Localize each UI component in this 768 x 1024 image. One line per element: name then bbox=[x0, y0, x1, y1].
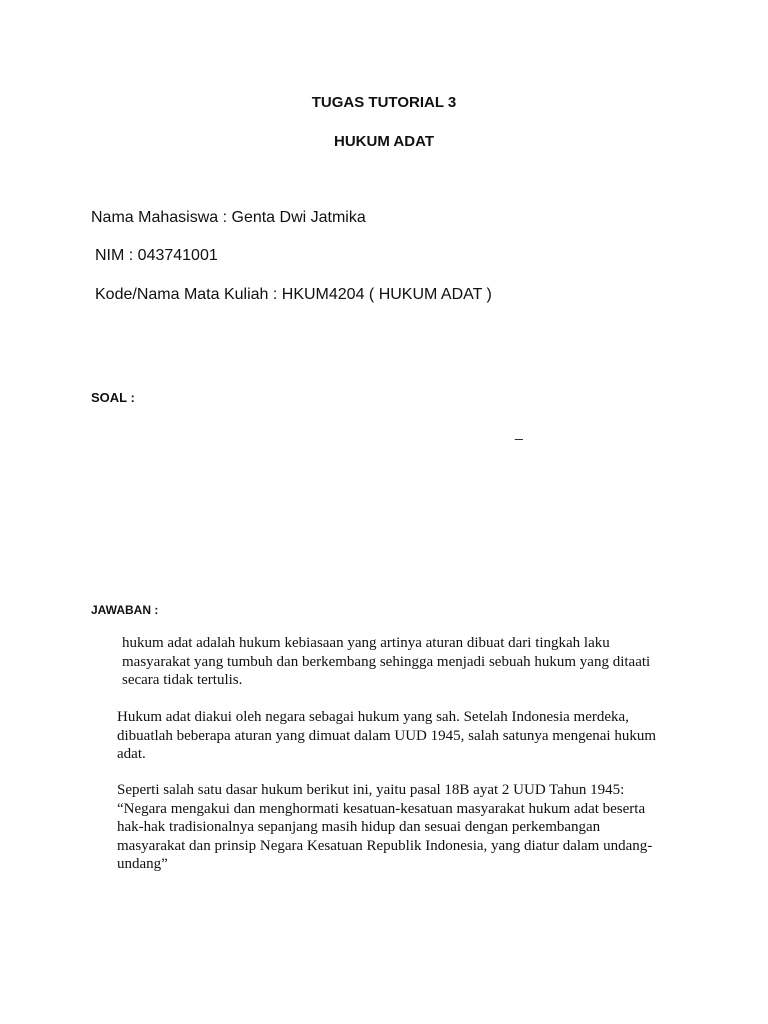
document-subtitle: HUKUM ADAT bbox=[334, 133, 434, 150]
answer-paragraph-1: hukum adat adalah hukum kebiasaan yang artinya aturan dibuat dari tingkah laku masyarakat yang tumbuh dan berkembang sehingga menjadi sebuah hukum yang ditaati secara tidak tertulis. bbox=[122, 635, 651, 688]
document-title: TUGAS TUTORIAL 3 bbox=[311, 94, 457, 111]
course-info: Kode/Nama Mata Kuliah : HKUM4204 ( HUKUM ADAT ) bbox=[95, 286, 492, 303]
answer-paragraph-3: Seperti salah satu dasar hukum berikut ini, yaitu pasal 18B ayat 2 UUD Tahun 1945: “Negara mengakui dan menghormati kesatuan-kesatuan masyarakat hukum adat beserta hak-hak tradisionalnya sepanjang masih hidup dan sesuai dengan perkembangan masyarakat dan prinsip Negara Kesatuan Republik Indonesia, yang diatur dalam undang-undang” bbox=[117, 782, 653, 872]
question-mark: _ bbox=[515, 424, 523, 440]
student-name: Nama Mahasiswa : Genta Dwi Jatmika bbox=[91, 209, 366, 226]
answer-label: JAWABAN : bbox=[91, 603, 159, 617]
question-label: SOAL : bbox=[91, 390, 135, 405]
answer-paragraph-2: Hukum adat diakui oleh negara sebagai hukum yang sah. Setelah Indonesia merdeka, dibuatlah beberapa aturan yang dimuat dalam UUD 1945, salah satunya mengenai hukum adat. bbox=[117, 709, 657, 762]
student-nim: NIM : 043741001 bbox=[95, 247, 218, 264]
